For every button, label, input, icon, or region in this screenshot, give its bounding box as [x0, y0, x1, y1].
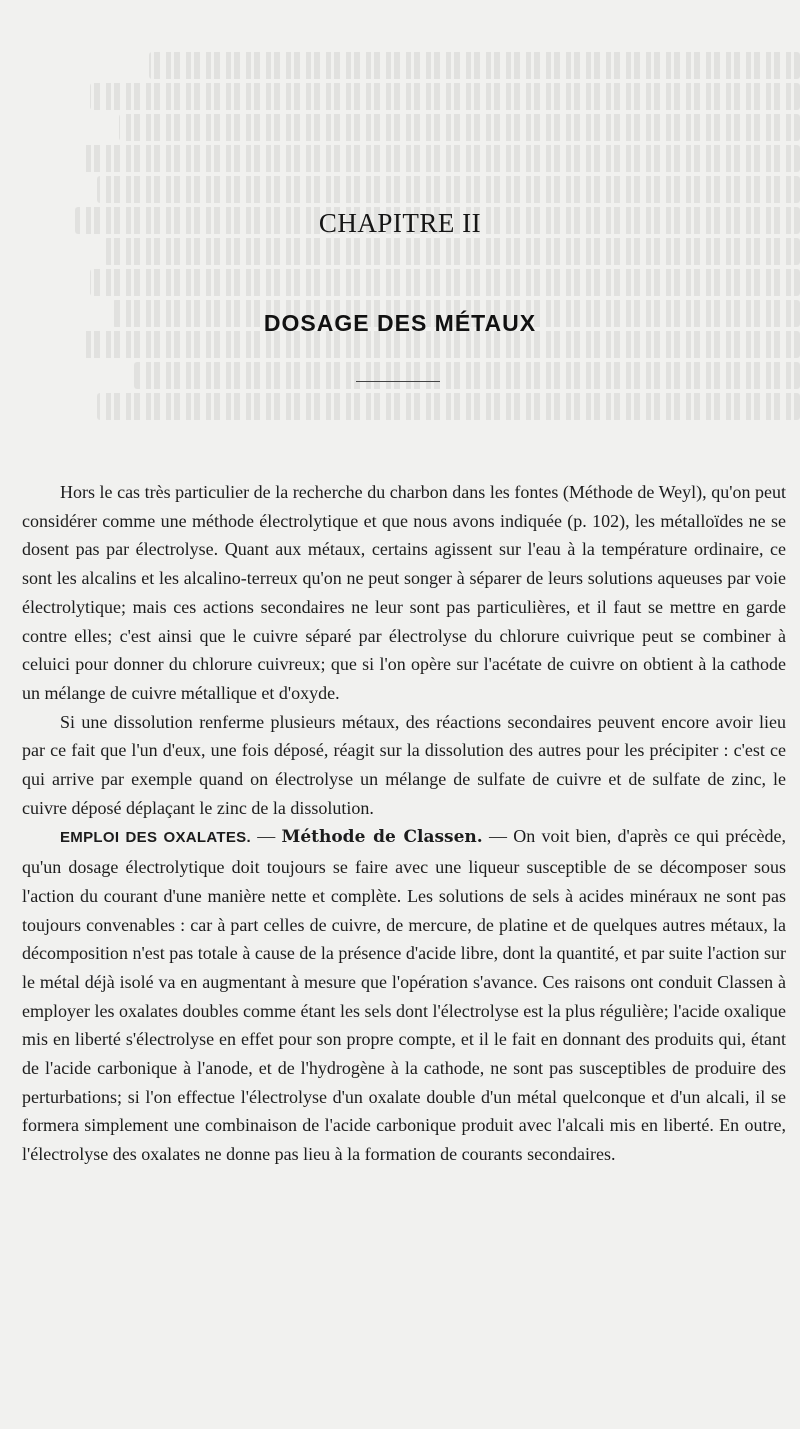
bleed-through-texture	[60, 52, 800, 452]
section-dash: —	[250, 826, 282, 847]
body-text	[22, 478, 786, 1169]
paragraph-oxalates	[22, 822, 786, 1168]
paragraph-secondary-reactions: Si une dissolution renferme plusieurs métaux, des réactions secondaires peuvent encore avoir lieu par ce fait que l'un d'eux, une fois déposé, réagit sur la dissolution des autres pour les précipiter : c'est ce qui arrive par exemple quand on électrolyse un mélange de sulfate de cuivre et de sulfate de zinc, le cuivre déposé déplaçant le zinc de la dissolution.	[22, 711, 786, 818]
page-title: DOSAGE DES MÉTAUX	[263, 310, 537, 336]
section-text: — On voit bien, d'après ce qui précède, qu'un dosage électrolytique doit toujours se faire avec une liqueur susceptible de se décomposer sous l'action du courant d'une manière nette et complète. Les solutions de sels à acides minéraux ne sont pas toujours convenables : car à part celles de cuivre, de mercure, de platine et de quelques autres métaux, la décomposition n'est pas totale à cause de la présence d'acide libre, dont la quantité, et par suite l'action sur le métal déjà isolé va en augmentant à mesure que l'opération s'avance. Ces raisons ont conduit Classen à employer les oxalates doubles comme étant les sels dont l'électrolyse est la plus régulière; l'acide oxalique mis en liberté s'électrolyse en effet pour son propre compte, et il le fait en donnant des produits qui, étant de l'acide carbonique à l'anode, et de l'hydrogène à la cathode, ne sont pas susceptibles de produire des perturbations; si l'on effectue l'électrolyse d'un oxalate double d'un métal quelconque et d'un alcali, il se formera simplement une combinaison de l'acide carbonique produit avec l'alcali mis en liberté. En outre, l'électrolyse des oxalates ne donne pas lieu à la formation de courants secondaires.	[22, 826, 787, 1165]
chapter-heading: CHAPITRE II	[318, 208, 482, 238]
title-divider	[356, 381, 440, 382]
section-lead-heading: EMPLOI DES OXALATES.	[60, 829, 251, 847]
section-method-name: Méthode de Classen.	[281, 827, 483, 848]
paragraph-intro: Hors le cas très particulier de la recherche du charbon dans les fontes (Méthode de Weyl), qu'on peut considérer comme une méthode électrolytique et que nous avons indiquée (p. 102), les métalloïdes ne se dosent pas par électrolyse. Quant aux métaux, certains agissent sur l'eau à la température ordinaire, ce sont les alcalins et les alcalino-terreux qu'on ne peut songer à séparer de leurs solutions aqueuses par voie électrolytique; mais ces actions secondaires ne leur sont pas particulières, et il faut se mettre en garde contre elles; c'est ainsi que le cuivre séparé par électrolyse du chlorure cuivrique peut se combiner à celuici pour donner du chlorure cuivreux; que si l'on opère sur l'acétate de cuivre on obtient à la cathode un mélange de cuivre métallique et d'oxyde.	[22, 482, 786, 703]
